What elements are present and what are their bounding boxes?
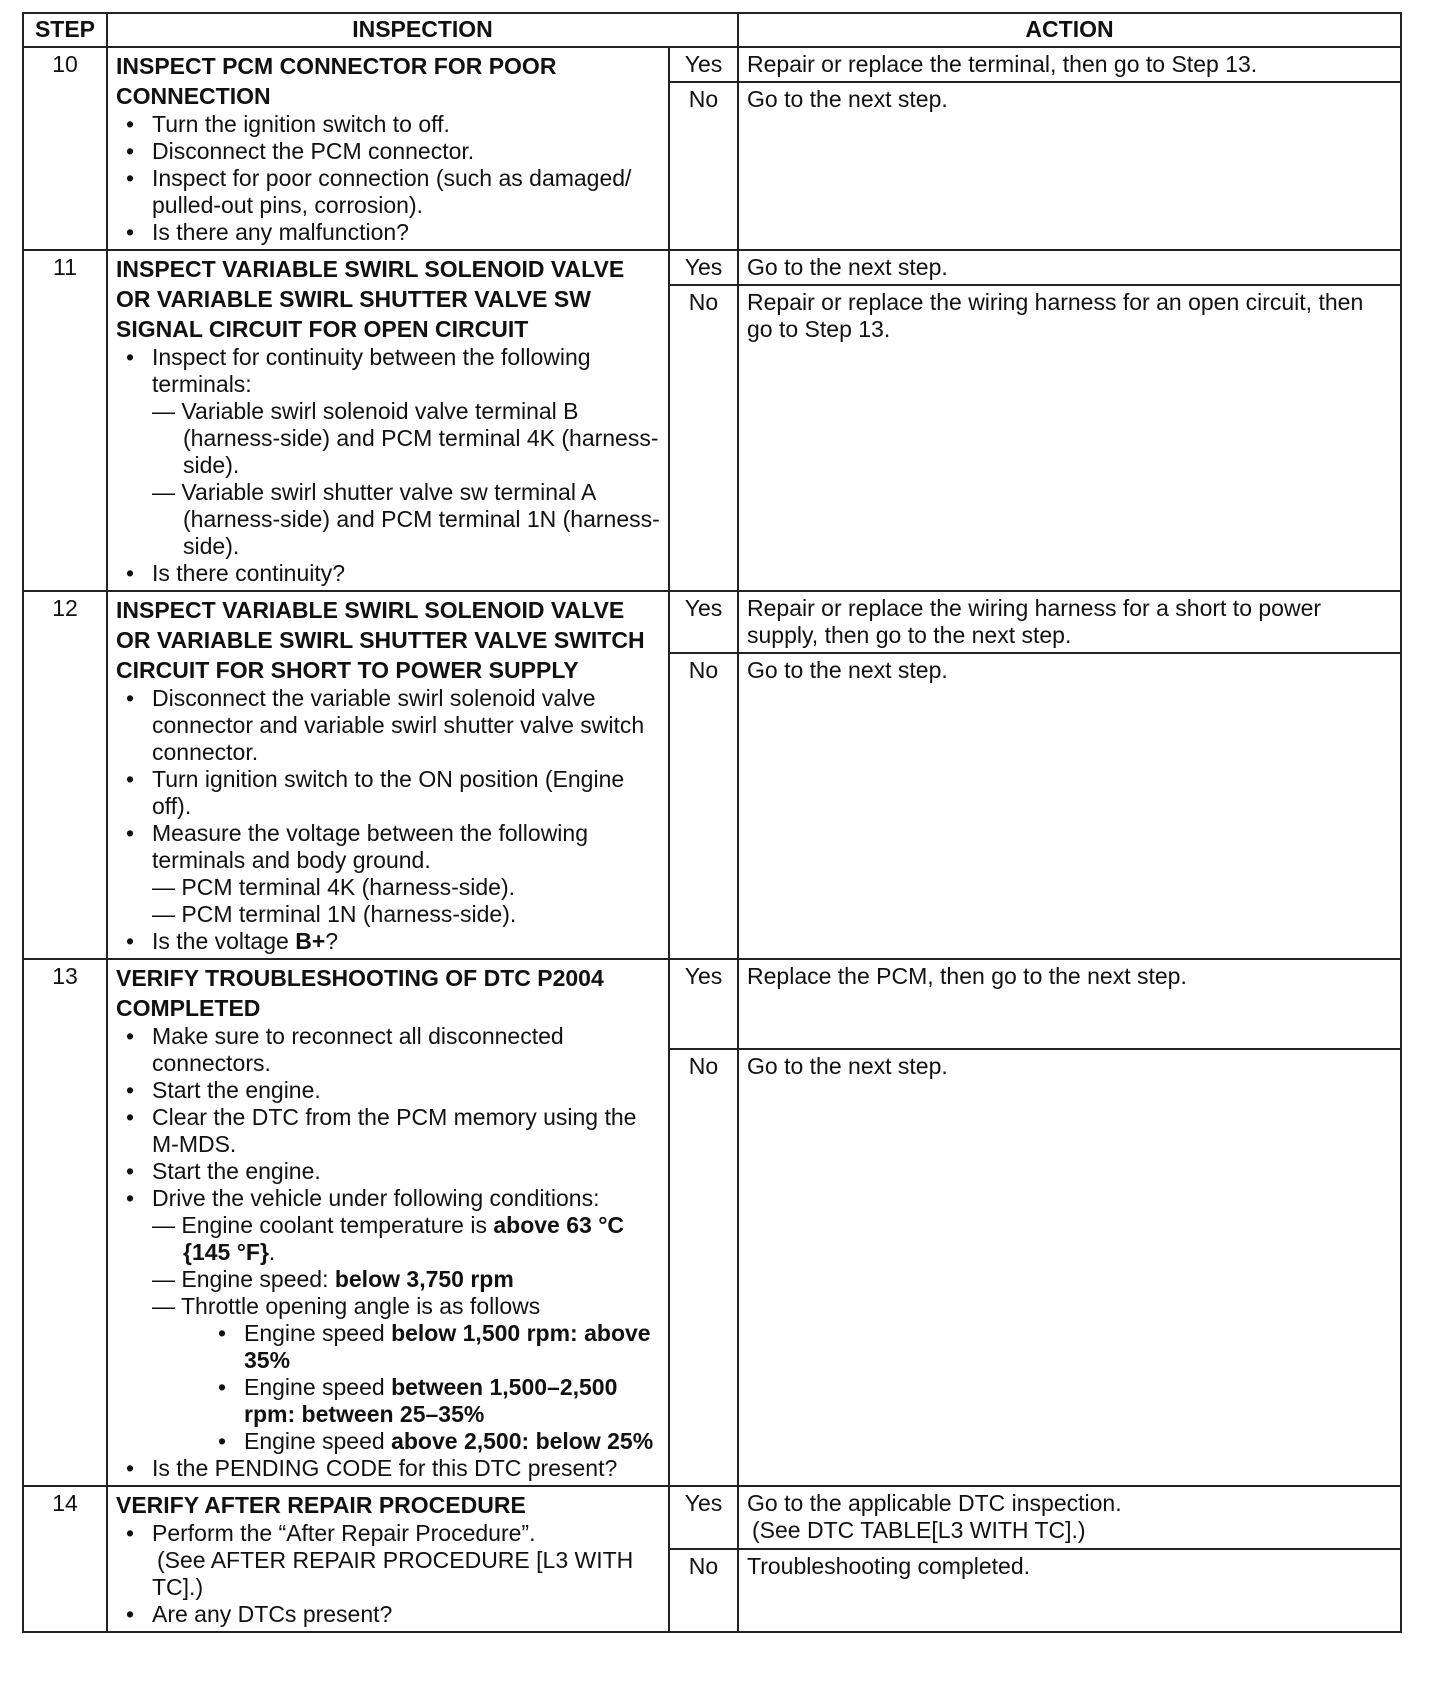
- step-10-yes-row: [23, 47, 1401, 82]
- bullet-list: [116, 685, 660, 955]
- no-label: No: [669, 82, 738, 250]
- step-title: INSPECT VARIABLE SWIRL SOLENOID VALVE OR VARIABLE SWIRL SHUTTER VALVE SW SIGNAL CIRCUIT FOR OPEN CIRCUIT: [116, 256, 625, 342]
- step-12-yes-row: [23, 591, 1401, 653]
- step-13-inspection: [107, 959, 669, 1486]
- step-number: 14: [23, 1486, 107, 1632]
- bullet-item: • Turn the ignition switch to off.: [116, 111, 660, 138]
- sub-bullet-list: [183, 1320, 660, 1455]
- yes-label: Yes: [669, 959, 738, 1049]
- bold-value: :: [521, 1428, 536, 1454]
- bullet-item: • Start the engine.: [116, 1158, 660, 1185]
- reference-link[interactable]: (See AFTER REPAIR PROCEDURE [L3 WITH TC].): [152, 1547, 634, 1600]
- no-label: No: [669, 1549, 738, 1632]
- yes-label: Yes: [669, 1486, 738, 1549]
- bullet-item: • Start the engine.: [116, 1077, 660, 1104]
- step-13-yes-row: [23, 959, 1401, 1049]
- no-action: Go to the next step.: [738, 82, 1401, 250]
- text-part: .: [268, 1239, 276, 1265]
- dash-list: [152, 874, 660, 928]
- text-part: Engine speed: [244, 1374, 392, 1400]
- action-text: Go to the applicable DTC inspection.: [747, 1490, 1122, 1516]
- bullet-list: [116, 1023, 660, 1482]
- step-title: INSPECT PCM CONNECTOR FOR POOR CONNECTION: [116, 53, 557, 109]
- step-10-inspection: [107, 47, 669, 250]
- dash-list: [152, 398, 660, 560]
- bold-value: above 63 °C {145 °F}: [183, 1212, 625, 1265]
- text-part: — Throttle opening angle is as follows: [152, 1293, 541, 1319]
- yes-action: Repair or replace the terminal, then go to Step 13.: [738, 47, 1401, 82]
- step-14-yes-row: [23, 1486, 1401, 1549]
- text-part: — Engine speed:: [152, 1266, 335, 1292]
- bullet-item: [116, 344, 660, 560]
- bullet-list: [116, 1520, 660, 1628]
- bold-value: :: [570, 1320, 585, 1346]
- bold-value: between 25–35%: [301, 1401, 485, 1427]
- header-step: STEP: [23, 13, 107, 47]
- no-label: No: [669, 285, 738, 591]
- header-inspection: INSPECTION: [107, 13, 738, 47]
- bullet-item: [116, 928, 660, 955]
- no-action: Go to the next step.: [738, 1049, 1401, 1486]
- step-14-inspection: [107, 1486, 669, 1632]
- step-title: VERIFY TROUBLESHOOTING OF DTC P2004 COMPLETED: [116, 965, 604, 1021]
- dash-item: [152, 1212, 660, 1266]
- bullet-item: • Make sure to reconnect all disconnected connectors.: [116, 1023, 660, 1077]
- yes-label: Yes: [669, 250, 738, 285]
- bullet-text: Measure the voltage between the following terminals and body ground.: [152, 820, 589, 873]
- bullet-item: • Disconnect the PCM connector.: [116, 138, 660, 165]
- header-action: ACTION: [738, 13, 1401, 47]
- bullet-item: [116, 1520, 660, 1601]
- step-12-inspection: [107, 591, 669, 959]
- step-11-yes-row: [23, 250, 1401, 285]
- bold-value: below 1,500 rpm: [391, 1320, 571, 1346]
- bold-value: B+: [295, 928, 326, 954]
- dash-item: [152, 1266, 660, 1293]
- no-action: Repair or replace the wiring harness for an open circuit, then go to Step 13.: [738, 285, 1401, 591]
- yes-action: Go to the next step.: [738, 250, 1401, 285]
- bullet-item: • Is the PENDING CODE for this DTC present?: [116, 1455, 660, 1482]
- step-number: 12: [23, 591, 107, 959]
- sub-bullet-item: [183, 1374, 660, 1428]
- no-action: Troubleshooting completed.: [738, 1549, 1401, 1632]
- text-part: Engine speed: [244, 1320, 392, 1346]
- bold-value: between 1,500–2,500 rpm: [244, 1374, 618, 1427]
- step-number: 13: [23, 959, 107, 1486]
- yes-label: Yes: [669, 47, 738, 82]
- dash-item: — Variable swirl shutter valve sw terminal A (harness-side) and PCM terminal 1N (harness-side).: [152, 479, 660, 559]
- dash-list: [152, 1212, 660, 1455]
- bold-value: below 3,750 rpm: [334, 1266, 514, 1292]
- header-row: [23, 13, 1401, 47]
- yes-action: Replace the PCM, then go to the next step.: [738, 959, 1401, 1049]
- dash-item: — Variable swirl solenoid valve terminal B (harness-side) and PCM terminal 4K (harness-side).: [152, 398, 659, 478]
- bold-value: above 2,500: [391, 1428, 522, 1454]
- no-label: No: [669, 1049, 738, 1486]
- no-label: No: [669, 653, 738, 959]
- step-11-inspection: [107, 250, 669, 591]
- step-title: VERIFY AFTER REPAIR PROCEDURE: [116, 1492, 526, 1518]
- bullet-list: [116, 344, 660, 587]
- yes-action: Repair or replace the wiring harness for a short to power supply, then go to the next step.: [738, 591, 1401, 653]
- bullet-item: [116, 820, 660, 928]
- bullet-item: • Is there any malfunction?: [116, 219, 660, 246]
- dash-item: — PCM terminal 1N (harness-side).: [152, 901, 517, 927]
- bullet-item: • Disconnect the variable swirl solenoid valve connector and variable swirl shutter valve switch connector.: [116, 685, 660, 766]
- bold-value: below 25%: [535, 1428, 654, 1454]
- bullet-item: [116, 1185, 660, 1455]
- text-part: ?: [325, 928, 339, 954]
- text-part: Engine speed: [244, 1428, 392, 1454]
- yes-action: [738, 1486, 1401, 1549]
- text-part: Is the voltage: [152, 928, 296, 954]
- dash-item: [152, 1293, 660, 1455]
- troubleshooting-table: [22, 12, 1402, 1633]
- bullet-item: • Inspect for poor connection (such as damaged/ pulled-out pins, corrosion).: [116, 165, 660, 219]
- bullet-text: Drive the vehicle under following conditions:: [152, 1185, 600, 1211]
- step-number: 11: [23, 250, 107, 591]
- sub-bullet-item: [183, 1428, 660, 1455]
- bold-value: :: [287, 1401, 302, 1427]
- bold-value: above 35%: [244, 1320, 651, 1373]
- step-title: INSPECT VARIABLE SWIRL SOLENOID VALVE OR VARIABLE SWIRL SHUTTER VALVE SWITCH CIRCUIT FOR SHORT TO POWER SUPPLY: [116, 597, 645, 683]
- dash-item: — PCM terminal 4K (harness-side).: [152, 874, 515, 900]
- bullet-list: [116, 111, 660, 246]
- bullet-item: • Is there continuity?: [116, 560, 660, 587]
- reference-link[interactable]: (See DTC TABLE[L3 WITH TC].): [752, 1517, 1086, 1543]
- text-part: — Engine coolant temperature is: [152, 1212, 494, 1238]
- step-number: 10: [23, 47, 107, 250]
- no-action: Go to the next step.: [738, 653, 1401, 959]
- bullet-text: Perform the “After Repair Procedure”.: [152, 1520, 536, 1546]
- bullet-text: Inspect for continuity between the following terminals:: [152, 344, 591, 397]
- bullet-item: • Clear the DTC from the PCM memory using the M-MDS.: [116, 1104, 660, 1158]
- bullet-item: • Are any DTCs present?: [116, 1601, 660, 1628]
- bullet-item: • Turn ignition switch to the ON position (Engine off).: [116, 766, 660, 820]
- sub-bullet-item: [183, 1320, 660, 1374]
- yes-label: Yes: [669, 591, 738, 653]
